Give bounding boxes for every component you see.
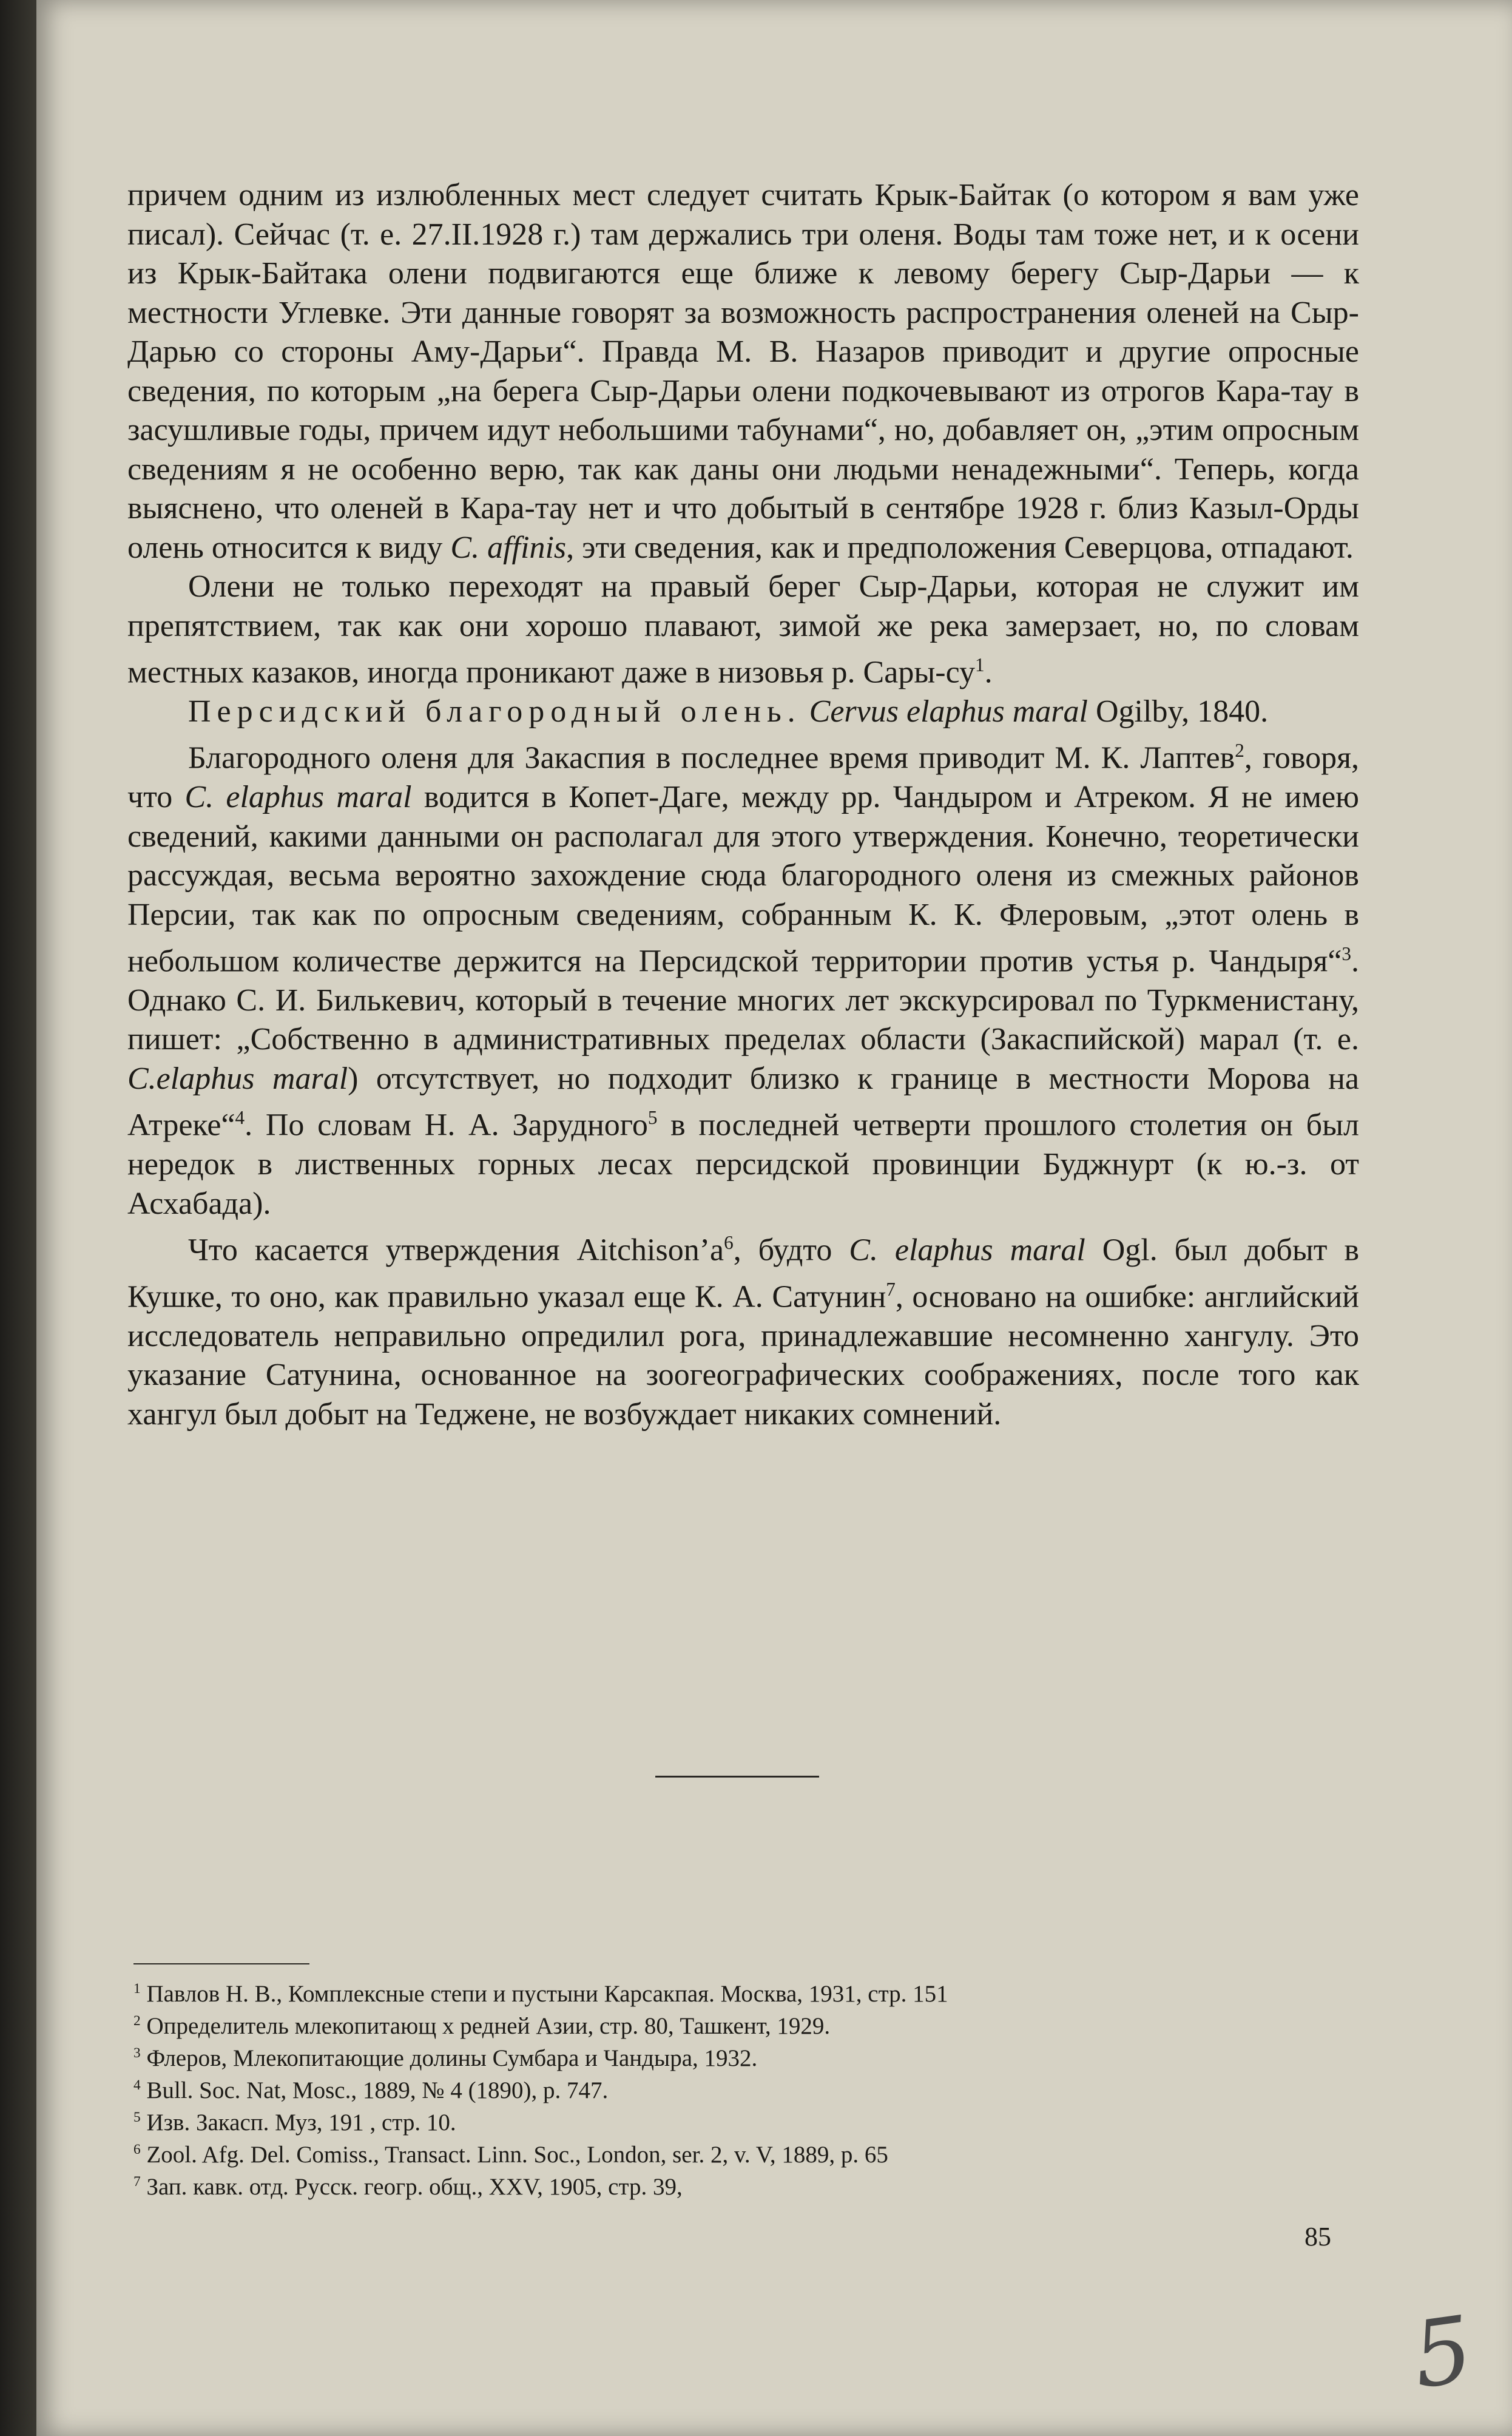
text-run: , основано на ошибке: английский исследователь неправильно опредилил рога, принадлежавшие несомненно хангулу. Это указание Сатунина, основанное на зоогеографических соображениях, после того как хангул был добыт на Теджене, не возбуждает никаких сомнений. xyxy=(127,1279,1359,1432)
footnote-number: 1 xyxy=(133,1981,141,1997)
footnote-text: Флеров, Млекопитающие долины Сумбара и Чандыра, 1932. xyxy=(140,2045,758,2071)
footnote-text: Zool. Afg. Del. Comiss., Transact. Linn. Soc., London, ser. 2, v. V, 1889, p. 65 xyxy=(140,2142,888,2168)
footnote-text: Зап. кавк. отд. Русск. геогр. общ., XXV, 1905, стр. 39, xyxy=(140,2174,683,2200)
paragraph xyxy=(127,1223,1359,1434)
document-page xyxy=(36,0,1512,2436)
text-run: Благородного оленя для Закаспия в последнее время приводит М. К. Лаптев xyxy=(188,740,1235,776)
footnote xyxy=(133,1975,1371,2008)
latin-name: C. elaphus maral xyxy=(184,780,412,815)
section-separator xyxy=(655,1776,819,1778)
text-run: Ogl. был добыт в Кушке, то оно, как правильно указал еще К. А. Сатунин xyxy=(127,1233,1359,1314)
page-number: 85 xyxy=(1304,2222,1331,2252)
text-run: в последней четверти прошлого столетия он был нередок в лиственных горных лесах персидской провинции Буджнурт (к ю.-з. от Асхабада). xyxy=(127,1108,1359,1221)
latin-name: C. affinis xyxy=(450,530,567,565)
footnote-number: 3 xyxy=(133,2045,141,2061)
text-run: . Однако С. И. Билькевич, который в течение многих лет экскурсировал по Туркменистану, пишет: „Собственно в административных пределах области (Закаспийской) марал (т. е. xyxy=(127,944,1359,1057)
text-run xyxy=(802,694,809,729)
footnote-ref: 2 xyxy=(1235,740,1244,762)
text-run: причем одним из излюбленных мест следует считать Крык-Байтак (о котором я вам уже писал). Сейчас (т. е. 27.II.1928 г.) там держались три оленя. Воды там тоже нет, и к осени из Крык-Байтака олени подвигаются еще ближе к левому берегу Сыр-Дарьи — к местности Углевке. Эти данные говорят за возможность распространения оленей на Сыр-Дарью со стороны Аму-Дарьи“. Правда М. В. Назаров приводит и другие опросные сведения, по которым „на берега Сыр-Дарьи олени подкочевывают из отрогов Кара-тау в засушливые годы, причем идут небольшими табунами“, но, добавляет он, „этим опросным сведениям я не особенно верю, так как даны они людьми ненадежными“. Теперь, когда выяснено, что оленей в Кара-тау нет и что добытый в сентябре 1928 г. близ Казыл-Орды олень относится к виду xyxy=(127,178,1359,565)
footnote-number: 2 xyxy=(133,2013,141,2029)
latin-name: Cervus elaphus maral xyxy=(809,694,1088,729)
text-run: , говоря, что xyxy=(127,740,1359,815)
text-run: . xyxy=(984,655,993,690)
latin-name: C.elaphus maral xyxy=(127,1061,348,1096)
footnote xyxy=(133,2168,1371,2201)
footnote-ref: 7 xyxy=(886,1279,896,1301)
footnote-ref: 3 xyxy=(1342,943,1351,965)
footnote-ref: 6 xyxy=(724,1232,734,1254)
footnote xyxy=(133,2072,1371,2104)
text-run: , будто xyxy=(733,1233,849,1268)
paragraph xyxy=(127,731,1359,1223)
footnote xyxy=(133,2040,1371,2072)
footnote xyxy=(133,2008,1371,2040)
paragraph xyxy=(127,176,1359,567)
footnote-rule xyxy=(133,1963,309,1964)
text-run: Ogilby, 1840. xyxy=(1088,694,1269,729)
text-run: , эти сведения, как и предположения Северцова, отпадают. xyxy=(566,530,1354,565)
book-spine xyxy=(0,0,36,2436)
body-text xyxy=(127,176,1359,1434)
footnote-number: 5 xyxy=(133,2110,141,2125)
footnote-ref: 4 xyxy=(235,1107,245,1129)
footnote-ref: 1 xyxy=(974,654,985,675)
footnote xyxy=(133,2136,1371,2168)
footnote-text: Bull. Soc. Nat, Mosc., 1889, № 4 (1890), p. 747. xyxy=(140,2077,609,2103)
footnote xyxy=(133,2104,1371,2136)
footnote-number: 7 xyxy=(133,2174,141,2190)
latin-name: C. elaphus maral xyxy=(849,1233,1085,1268)
text-run: ) отсутствует, но подходит близко к границе в местности Морова на Атреке“ xyxy=(127,1061,1359,1143)
paragraph xyxy=(127,567,1359,692)
text-run: . По словам Н. А. Зарудного xyxy=(245,1108,648,1143)
text-run: водится в Копет-Даге, между рр. Чандыром и Атреком. Я не имею сведений, какими данными он располагал для этого утверждения. Конечно, теоретически рассуждая, весьма вероятно захождение сюда благородного оленя из смежных районов Персии, так как по опросным сведениям, собранным К. К. Флеровым, „этот олень в небольшом количестве держится на Персидской территории против устья р. Чандыря“ xyxy=(127,780,1359,979)
footnote-text: Определитель млекопитающ х редней Азии, стр. 80, Ташкент, 1929. xyxy=(140,2013,831,2039)
footnote-number: 4 xyxy=(133,2077,141,2093)
text-run: Что касается утверждения Aitchison’a xyxy=(188,1233,724,1268)
footnote-text: Павлов Н. В., Комплексные степи и пустыни Карсакпая. Москва, 1931, стр. 151 xyxy=(140,1981,948,2007)
footnotes xyxy=(133,1975,1371,2201)
footnote-text: Изв. Закасп. Муз, 191 , стр. 10. xyxy=(140,2110,456,2136)
handwritten-mark: 5 xyxy=(1406,2296,1479,2409)
text-run: Олени не только переходят на правый берег Сыр-Дарьи, которая не служит им препятствием, так как они хорошо плавают, зимой же река замерзает, но, по словам местных казаков, иногда проникают даже в низовья р. Сары-су xyxy=(127,569,1359,690)
footnote-number: 6 xyxy=(133,2142,141,2157)
footnote-ref: 5 xyxy=(647,1107,658,1129)
paragraph xyxy=(127,692,1359,732)
section-heading: Персидский благородный олень. xyxy=(188,694,802,729)
